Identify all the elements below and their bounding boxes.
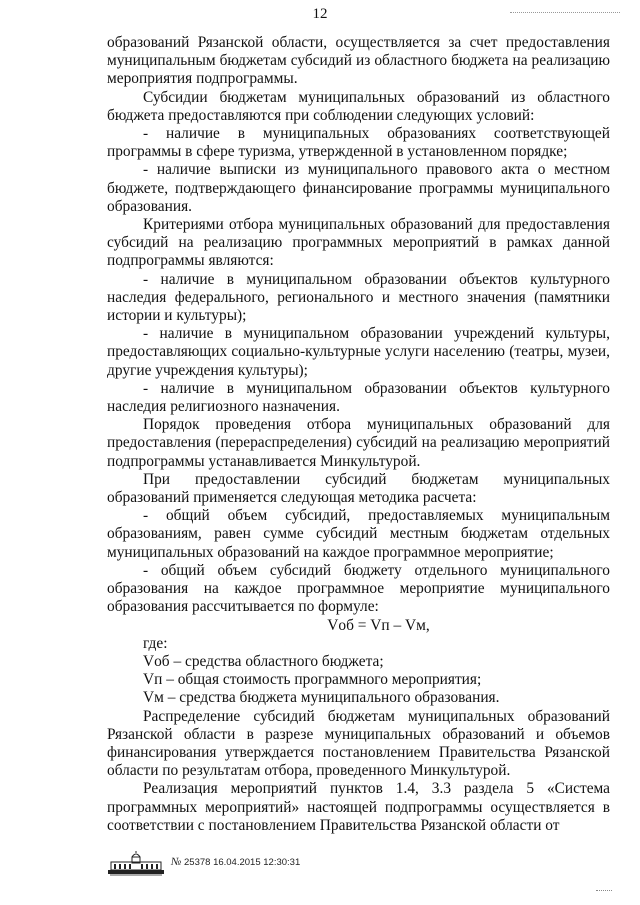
list-item: - наличие в муниципальном образовании объектов культурного наследия федерального, регионального и местного значения (памятники истории и культуры); [107, 270, 610, 325]
formula-legend-item: Vм – средства бюджета муниципального образования. [143, 689, 500, 707]
list-item: - общий объем субсидий, предоставляемых муниципальным образованиям, равен сумме субсидий местным бюджетам отдельных муниципальных образований на каждое программное мероприятие; [107, 507, 610, 561]
government-building-logo-icon [107, 850, 165, 876]
scan-artifact [510, 12, 620, 15]
formula-legend-item: Vоб – средства областного бюджета; [143, 652, 384, 670]
formula: Vоб = Vп – Vм, [327, 616, 430, 634]
paragraph: Порядок проведения отбора муниципальных образований для предоставления (перераспределения) субсидий на реализацию мероприятий подпрограммы устанавливается Минкультурой. [107, 416, 610, 470]
registration-footer [107, 848, 407, 878]
formula-legend-item: Vп – общая стоимость программного мероприятия; [143, 671, 482, 689]
paragraph: Критериями отбора муниципальных образований для предоставления субсидий на реализацию программных мероприятий в рамках данной подпрограммы являются: [107, 216, 610, 270]
paragraph: Субсидии бюджетам муниципальных образований из областного бюджета предоставляются при соблюдении следующих условий: [107, 88, 610, 124]
list-item: - наличие выписки из муниципального правового акта о местном бюджете, подтверждающего финансирование программы муниципального образования. [107, 161, 610, 215]
paragraph: При предоставлении субсидий бюджетам муниципальных образований применяется следующая методика расчета: [107, 470, 610, 507]
list-item: - наличие в муниципальных образованиях соответствующей программы в сфере туризма, утвержденной в установленном порядке; [107, 125, 610, 161]
paragraph: Распределение субсидий бюджетам муниципальных образований Рязанской области в разрезе муниципальных образований и объемов финансирования утверждается постановлением Правительства Рязанской области по результатам отбора, проведенного Минкультурой. [107, 707, 610, 780]
page-number: 12 [312, 6, 328, 22]
list-item: - наличие в муниципальном образовании объектов культурного наследия религиозного назначения. [107, 379, 610, 416]
list-item: - общий объем субсидий бюджету отдельного муниципального образования на каждое программное мероприятие муниципального образования рассчитывается по формуле: [107, 561, 610, 616]
paragraph: образований Рязанской области, осуществляется за счет предоставления муниципальным бюджетам субсидий из областного бюджета на реализацию мероприятия подпрограммы. [107, 34, 610, 88]
paragraph: Реализация мероприятий пунктов 1.4, 3.3 раздела 5 «Система программных мероприятий» настоящей подпрограммы осуществляется в соответствии с постановлением Правительства Рязанской области от [107, 780, 610, 834]
registration-number-datetime: 25378 16.04.2015 12:30:31 [184, 857, 301, 868]
number-sign: № [171, 856, 182, 868]
scan-artifact [596, 884, 612, 891]
list-item: - наличие в муниципальном образовании учреждений культуры, предоставляющих социально-культурные услуги населению (театры, музеи, другие учреждения культуры); [107, 325, 610, 379]
document-body [107, 34, 610, 835]
formula-legend-heading: где: [143, 634, 168, 652]
registration-stamp [171, 856, 300, 868]
